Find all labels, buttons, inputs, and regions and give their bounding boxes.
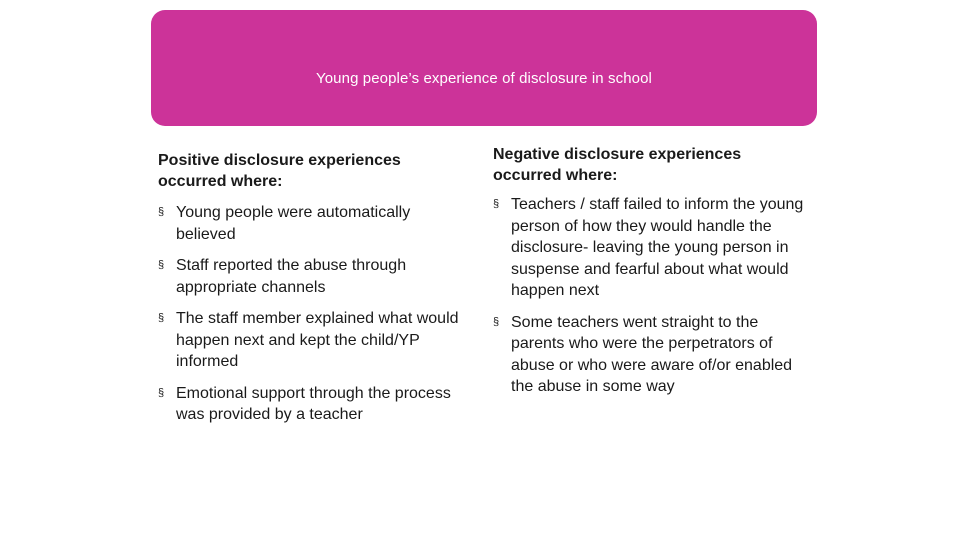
- list-item-text: Staff reported the abuse through appropriate channels: [176, 257, 407, 296]
- positive-heading: Positive disclosure experiences occurred where:: [158, 152, 401, 190]
- list-item-text: Teachers / staff failed to inform the young person of how they would handle the disclosure- leaving the young person in suspense and fearful about what would happen next: [511, 196, 804, 299]
- list-item: [493, 194, 808, 302]
- square-bullet-icon: §: [493, 315, 500, 328]
- negative-heading: Negative disclosure experiences occurred where:: [493, 146, 742, 184]
- list-item: [493, 312, 808, 398]
- list-item: [158, 202, 468, 245]
- list-item-text: Some teachers went straight to the parents who were the perpetrators of abuse or who were aware of/or enabled the abuse in some way: [511, 313, 793, 395]
- list-item: [158, 383, 468, 426]
- square-bullet-icon: §: [158, 312, 165, 324]
- list-item-text: The staff member explained what would happen next and kept the child/YP informed: [176, 310, 459, 370]
- page-title: Young people’s experience of disclosure in school: [316, 70, 652, 87]
- positive-experiences-column: [158, 150, 468, 436]
- positive-list: [158, 202, 468, 426]
- negative-list: [493, 194, 808, 398]
- square-bullet-icon: §: [158, 386, 165, 399]
- square-bullet-icon: §: [158, 259, 165, 271]
- list-item: [158, 308, 468, 373]
- title-banner: [151, 10, 817, 126]
- list-item-text: Young people were automatically believed: [176, 204, 411, 243]
- list-item: [158, 255, 468, 298]
- negative-experiences-column: [493, 144, 808, 408]
- square-bullet-icon: §: [158, 206, 165, 218]
- square-bullet-icon: §: [493, 198, 500, 210]
- list-item-text: Emotional support through the process was provided by a teacher: [176, 384, 451, 423]
